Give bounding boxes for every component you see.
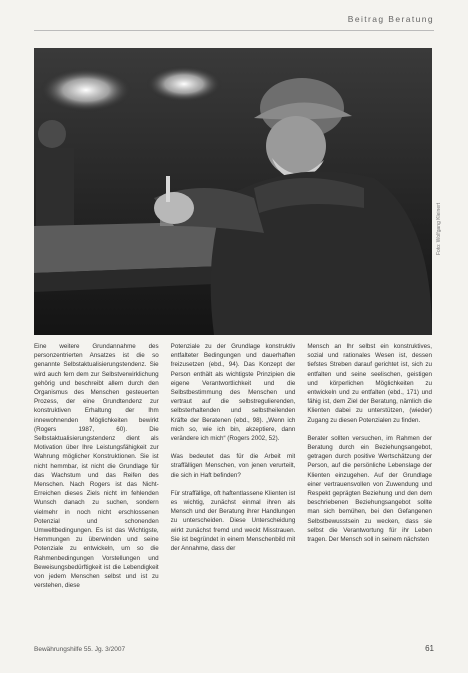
article-body [34, 342, 432, 637]
paragraph: Eine weitere Grundannahme des personzentrierten Ansatzes ist die so genannte Selbstaktualisierungstendenz. Sie wird auch fern dem zur Selbstverwirklichung gehörig und beschreibt allem durch den Organismus des Menschen gesteuerten Prozess, der eine Grundtendenz zur konstruktiven Erhaltung der Ihm innewohnenden Möglichkeiten bewirkt (Rogers 1987, 60). Die Selbstaktualisierungstendenz dient als Motivation über Ihre Leistungsfähigkeit zur Wahrung möglicher Konstruktionen. Sie ist nicht hemmbar, ist nicht die Grundlage für das Wachstum und das Reifen des Menschen. Nach Rogers ist das Nicht-Erreichen dieses Ziels nicht im fehlenden Wunsch danach zu suchen, sondern vielmehr in noch nicht erschlossenen Potenzial und schonenden Umweltbedingungen. Es ist das Wichtigste, Hemmungen zu überwinden und seine Potenziale zu entwickeln, um so die Rahmenbedingungen Vorstellungen und Beweisungsbedürftigkeit ist die Lebendigkeit von jedem Menschen selbst und ist zu verstehen, diese [34, 343, 159, 590]
paragraph: Berater sollten versuchen, im Rahmen der Beratung durch ein Beziehungsangebot, getragen durch positive Wertschätzung der Person, auf die persönliche Lebenslage der Klienten einzugehen. Auf der Grundlage einer vertrauensvollen von Zuwendung und Respekt geprägten Beziehung und den dem beschriebenen Beziehungsangebot sollte man sich bemühen, bei den Gefangenen Selbstbewusstsein zu wecken, dass sie selbst die Verantwortung für ihr Leben tragen. Der Mensch soll in seinem nächsten [307, 434, 433, 544]
photo-illustration [34, 48, 432, 335]
article-photo [34, 48, 432, 335]
text-column-3 [307, 342, 432, 637]
photo-credit: Foto: Wolfgang Kleinert [436, 202, 442, 255]
page-number: 61 [425, 644, 434, 653]
paragraph: Mensch an Ihr selbst ein konstruktives, sozial und rationales Wesen ist, dessen tiefstes Streben darauf gerichtet ist, sich zu entfalten und seine seelischen, geistigen und körperlichen Möglichkeiten zu entwickeln und zu entfalten (ebd., 171) und fähig ist, dem Ziel der Beratung, nämlich die Klienten dabei zu unterstützen, (wieder) Zugang zu diesen Potenzialen zu finden. [307, 343, 433, 424]
paragraph: Was bedeutet das für die Arbeit mit straffälligen Menschen, von jenen verurteilt, die sich in Haft befinden? [170, 453, 296, 479]
paragraph: Für straffällige, oft haftentlassene Klienten ist es wichtig, zunächst einmal ihren als Mensch und der Beratung ihrer Handlungen zu unterscheiden. Diese Unterscheidung wirkt zunächst fremd und weckt Misstrauen. Sie ist begründet in einem Menschenbild mit der Annahme, dass der [170, 489, 296, 553]
text-column-2 [171, 342, 296, 637]
section-header: Beitrag Beratung [347, 14, 434, 24]
header-divider [34, 30, 434, 31]
paragraph: Potenziale zu der Grundlage konstruktiv entfalteter Bedingungen und dauerhaften freizusetzen (ebd., 94). Das Konzept der Person enthält als wichtigste Prinzipien die eigene Verantwortlichkeit und die Selbstbestimmung des Menschen und vertraut auf die selbstregulierenden, selbsterhaltenden und selbstheilenden Kräfte der Beratenen (ebd., 98). „Wenn ich mich so, wie ich bin, akzeptiere, dann verändere ich mich“ (Rogers 2002, 52). [170, 343, 296, 443]
journal-citation: Bewährungshilfe 55. Jg. 3/2007 [34, 646, 126, 653]
text-column-1 [34, 342, 159, 637]
